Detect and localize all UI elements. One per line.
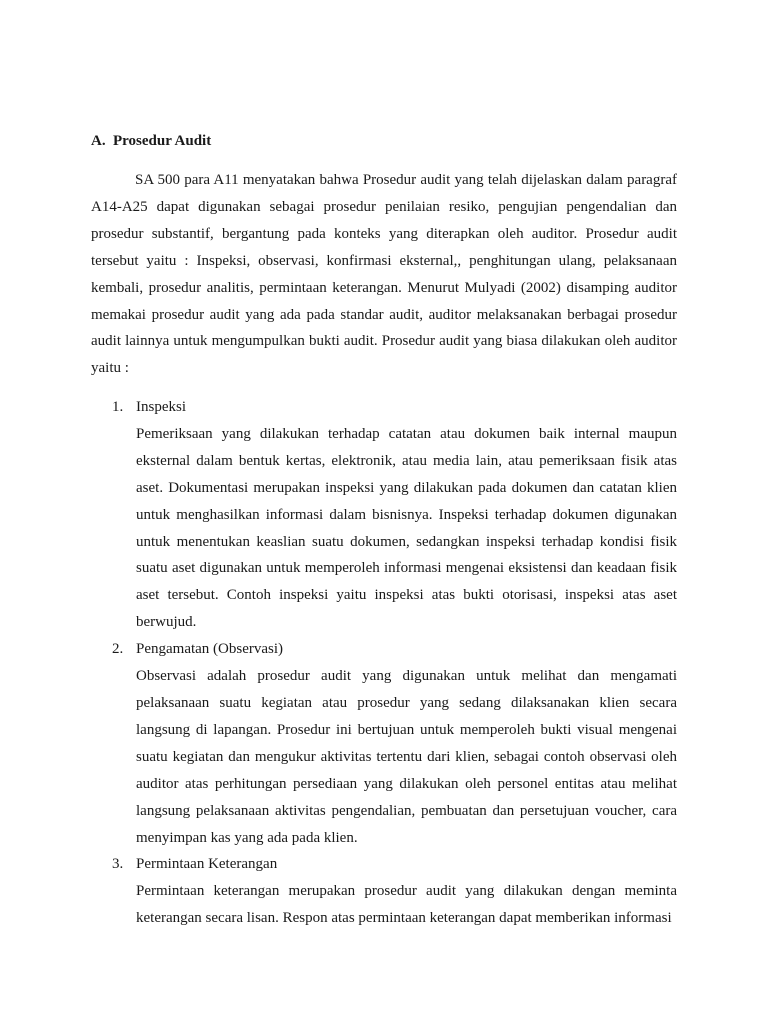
- item-number: 1.: [112, 399, 124, 415]
- item-number: 3.: [112, 856, 124, 873]
- item-title: Permintaan Keterangan: [136, 856, 278, 873]
- section-title: Prosedur Audit: [113, 133, 212, 149]
- list-item: [91, 636, 677, 851]
- item-body: Observasi adalah prosedur audit yang digunakan untuk melihat dan mengamati pelaksanaan suatu kegiatan atau prosedur yang sedang dilaksanakan klien secara langsung di lapangan. Prosedur ini bertujuan untuk memperoleh bukti visual mengenai suatu kegiatan dan mengukur aktivitas tertentu dari klien, sebagai contoh observasi oleh auditor atas perhitungan persediaan yang dilakukan oleh personel entitas atau melihat langsung pelaksanaan aktivitas pengendalian, pembuatan dan persetujuan voucher, cara menyimpan kas yang ada pada klien.: [136, 668, 677, 846]
- item-body: Permintaan keterangan merupakan prosedur audit yang dilakukan dengan meminta keterangan secara lisan. Respon atas permintaan keterangan dapat memberikan informasi: [136, 883, 677, 927]
- list-item: [91, 851, 677, 932]
- item-body: Pemeriksaan yang dilakukan terhadap catatan atau dokumen baik internal maupun eksternal dalam bentuk kertas, elektronik, atau media lain, atau pemeriksaan fisik atas aset. Dokumentasi merupakan inspeksi yang dilakukan pada dokumen dan catatan klien untuk menghasilkan informasi dalam bisnisnya. Inspeksi terhadap dokumen digunakan untuk menentukan keaslian suatu dokumen, sedangkan inspeksi terhadap kondisi fisik suatu aset digunakan untuk memperoleh informasi mengenai eksistensi dan keadaan fisik aset tersebut. Contoh inspeksi yaitu inspeksi atas bukti otorisasi, inspeksi atas aset berwujud.: [136, 425, 677, 631]
- item-title: Pengamatan (Observasi): [136, 641, 284, 658]
- section-heading: [91, 131, 211, 151]
- procedure-list: [91, 394, 677, 932]
- intro-paragraph: SA 500 para A11 menyatakan bahwa Prosedur audit yang telah dijelaskan dalam paragraf A14-A25 dapat digunakan sebagai prosedur penilaian resiko, pengujian pengendalian dan prosedur substantif, bergantung pada konteks yang diterapkan oleh auditor. Prosedur audit tersebut yaitu : Inspeksi, observasi, konfirmasi eksternal,, penghitungan ulang, pelaksanaan kembali, prosedur analitis, permintaan keterangan. Menurut Mulyadi (2002) disamping auditor memakai prosedur audit yang ada pada standar audit, auditor melaksanakan berbagai prosedur audit lainnya untuk mengumpulkan bukti audit. Prosedur audit yang biasa dilakukan oleh auditor yaitu :: [91, 172, 677, 377]
- item-number: 2.: [112, 641, 124, 658]
- list-item: [91, 394, 677, 636]
- section-letter: A.: [91, 133, 106, 149]
- item-title: Inspeksi: [136, 399, 186, 415]
